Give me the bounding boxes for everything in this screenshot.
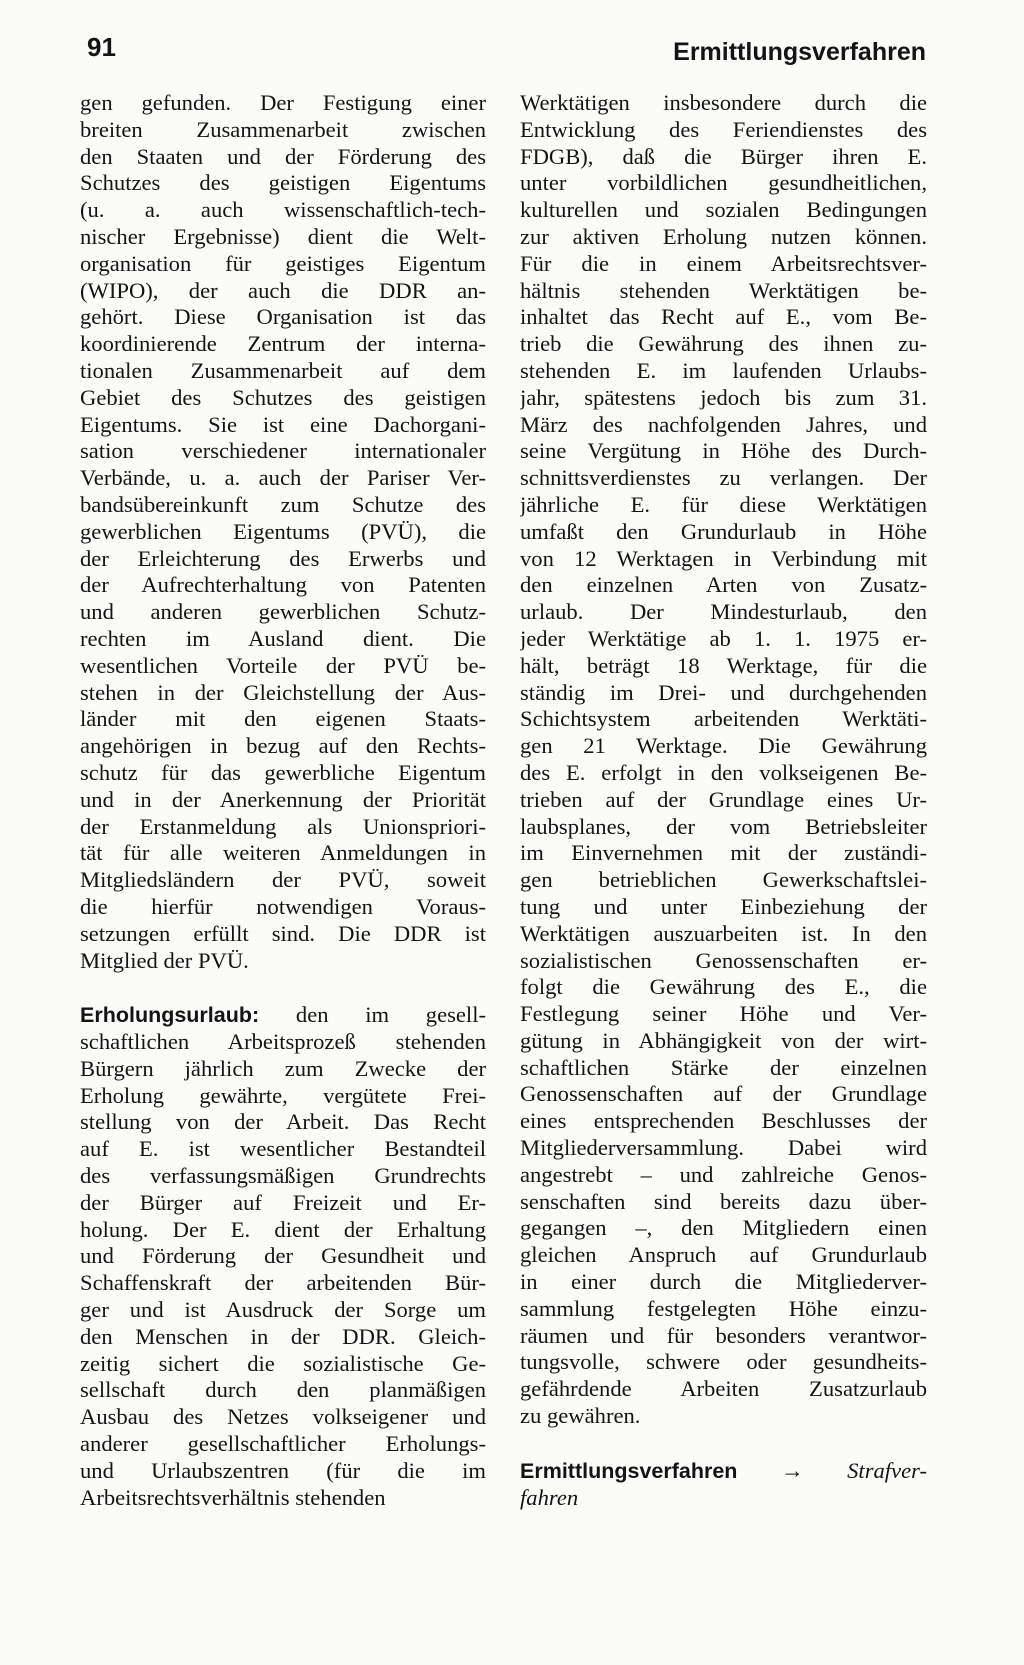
text-line: Gebiet des Schutzes des geistigen (80, 384, 486, 410)
text-line: Verbände, u. a. auch der Pariser Ver- (80, 465, 486, 491)
text-line: gen gefunden. Der Festigung einer (80, 90, 486, 115)
text-line: jahr, spätestens jedoch bis zum 31. (520, 384, 927, 410)
text-line: Schutzes des geistigen Eigentums (80, 170, 486, 196)
text-line: sation verschiedener internationaler (80, 438, 486, 464)
text-line: Für die in einem Arbeitsrechtsver- (520, 250, 927, 276)
text-line: von 12 Werktagen in Verbindung mit (520, 545, 927, 571)
entry-first-line (80, 1002, 486, 1029)
text-line: urlaub. Der Mindesturlaub, den (520, 599, 927, 625)
text-line: stellung von der Arbeit. Das Recht (80, 1109, 486, 1135)
entry-first-line (520, 1458, 927, 1485)
text-line: Arbeitsrechtsverhältnis stehenden (80, 1484, 386, 1510)
text-line: koordinierende Zentrum der interna- (80, 331, 486, 357)
text-line: angestrebt – und zahlreiche Genos- (520, 1161, 927, 1187)
text-line: Festlegung seiner Höhe und Ver- (520, 1001, 927, 1027)
cross-reference-link[interactable]: Strafver- (847, 1457, 927, 1483)
text-line: nischer Ergebnisse) dient die Welt- (80, 223, 486, 249)
text-line: trieb die Gewährung des ihnen zu- (520, 331, 927, 357)
text-line: in einer durch die Mitgliederver- (520, 1269, 927, 1295)
running-head: Ermittlungsverfahren (673, 38, 926, 66)
text-line: sellschaft durch den planmäßigen (80, 1377, 486, 1403)
text-line: organisation für geistiges Eigentum (80, 250, 486, 276)
text-line: zur aktiven Erholung nutzen können. (520, 223, 927, 249)
text-line: ständig im Drei- und durchgehenden (520, 679, 927, 705)
text-line: und in der Anerkennung der Priorität (80, 786, 486, 812)
text-line: umfaßt den Grundurlaub in Höhe (520, 518, 927, 544)
text-line: tionalen Zusammenarbeit auf dem (80, 357, 486, 383)
text-line: tungsvolle, schwere oder gesundheits- (520, 1349, 927, 1375)
text-line: Ausbau des Netzes volkseigener und (80, 1404, 486, 1430)
text-line: senschaften sind bereits dazu über- (520, 1188, 927, 1214)
text-line: den einzelnen Arten von Zusatz- (520, 572, 927, 598)
text-line: stehen in der Gleichstellung der Aus- (80, 679, 486, 705)
text-line: wesentlichen Vorteile der PVÜ be- (80, 652, 486, 678)
text-line: gegangen –, den Mitgliedern einen (520, 1215, 927, 1241)
text-line: den Staaten und der Förderung des (80, 143, 486, 169)
text-line: schaftlichen Arbeitsprozeß stehenden (80, 1029, 486, 1055)
text-line: und Urlaubszentren (für die im (80, 1457, 486, 1483)
entry-keyword: Erholungsurlaub: (80, 1003, 260, 1028)
text-line: gefährdende Arbeiten Zusatzurlaub (520, 1376, 927, 1402)
text-line: gütung in Abhängigkeit von der wirt- (520, 1027, 927, 1053)
text-line: hältnis stehenden Werktätigen be- (520, 277, 927, 303)
text-line: laubsplanes, der vom Betriebsleiter (520, 813, 927, 839)
text-line: setzungen erfüllt sind. Die DDR ist (80, 920, 486, 946)
text-line: Bürgern jährlich zum Zwecke der (80, 1055, 486, 1081)
right-column (520, 90, 927, 1511)
text-line: Eigentums. Sie ist eine Dachorgani- (80, 411, 486, 437)
text-line: des E. erfolgt in den volkseigenen Be- (520, 759, 927, 785)
text-line: jährliche E. für diese Werktätigen (520, 491, 927, 517)
text-line: und Förderung der Gesundheit und (80, 1243, 486, 1269)
text-line: Werktätigen insbesondere durch die (520, 90, 927, 115)
text-line: Mitgliederversammlung. Dabei wird (520, 1135, 927, 1161)
text-line: zeitig sichert die sozialistische Ge- (80, 1350, 486, 1376)
entry-keyword: Ermittlungsverfahren (520, 1458, 738, 1483)
text-line: schnittsverdienstes zu verlangen. Der (520, 465, 927, 491)
text-line: gleichen Anspruch auf Grundurlaub (520, 1242, 927, 1268)
text-line: sammlung festgelegten Höhe einzu- (520, 1295, 927, 1321)
text-line: eines entsprechenden Beschlusses der (520, 1108, 927, 1134)
page-number: 91 (87, 32, 116, 62)
text-line: Entwicklung des Feriendienstes des (520, 116, 927, 142)
text-line: der Aufrechterhaltung von Patenten (80, 572, 486, 598)
text-line: schaftlichen Stärke der einzelnen (520, 1054, 927, 1080)
text-line: und anderen gewerblichen Schutz- (80, 599, 486, 625)
text-line: stehenden E. im laufenden Urlaubs- (520, 357, 927, 383)
text-line: breiten Zusammenarbeit zwischen (80, 116, 486, 142)
text-line: holung. Der E. dient der Erhaltung (80, 1216, 486, 1242)
text-line: anderer gesellschaftlicher Erholungs- (80, 1431, 486, 1457)
continued-entry-text (80, 90, 486, 974)
text-line: tät für alle weiteren Anmeldungen in (80, 840, 486, 866)
text-line: Erholung gewährte, vergütete Frei- (80, 1082, 486, 1108)
left-column (80, 90, 486, 1511)
text-line: gehört. Diese Organisation ist das (80, 304, 486, 330)
text-line: Mitglied der PVÜ. (80, 947, 249, 973)
text-line: Schaffenskraft der arbeitenden Bür- (80, 1270, 486, 1296)
text-line: der Bürger auf Freizeit und Er- (80, 1189, 486, 1215)
entry-erholungsurlaub (80, 1002, 486, 1511)
text-line: trieben auf der Grundlage eines Ur- (520, 786, 927, 812)
text-line: gewerblichen Eigentums (PVÜ), die (80, 518, 486, 544)
text-line: sozialistischen Genossenschaften er- (520, 947, 927, 973)
text-line: schutz für das gewerbliche Eigentum (80, 759, 486, 785)
text-line: (WIPO), der auch die DDR an- (80, 277, 486, 303)
text-line: auf E. ist wesentlicher Bestandteil (80, 1136, 486, 1162)
text-line: unter vorbildlichen gesundheitlichen, (520, 170, 927, 196)
text-line: jeder Werktätige ab 1. 1. 1975 er- (520, 625, 927, 651)
text-line: räumen und für besonders verantwor- (520, 1322, 927, 1348)
text-line: FDGB), daß die Bürger ihren E. (520, 143, 927, 169)
entry-first-line-text: den im gesell- (295, 1002, 486, 1028)
text-line: kulturellen und sozialen Bedingungen (520, 197, 927, 223)
text-line: der Erleichterung des Erwerbs und (80, 545, 486, 571)
cross-reference-link-cont[interactable]: fahren (520, 1484, 579, 1510)
text-line: angehörigen in bezug auf den Rechts- (80, 733, 486, 759)
continued-entry-text (520, 90, 927, 1430)
text-line: Werktätigen auszuarbeiten ist. In den (520, 920, 927, 946)
text-line: gen 21 Werktage. Die Gewährung (520, 733, 927, 759)
text-line: (u. a. auch wissenschaftlich-tech- (80, 197, 486, 223)
text-line: seine Vergütung in Höhe des Durch- (520, 438, 927, 464)
text-line: gen betrieblichen Gewerkschaftslei- (520, 867, 927, 893)
text-line: März des nachfolgenden Jahres, und (520, 411, 927, 437)
text-line: tung und unter Einbeziehung der (520, 893, 927, 919)
text-line: rechten im Ausland dient. Die (80, 625, 486, 651)
text-line: den Menschen in der DDR. Gleich- (80, 1323, 486, 1349)
text-line: länder mit den eigenen Staats- (80, 706, 486, 732)
text-line: der Erstanmeldung als Unionspriori- (80, 813, 486, 839)
text-line: ger und ist Ausdruck der Sorge um (80, 1297, 486, 1323)
text-line: Schichtsystem arbeitenden Werktäti- (520, 706, 927, 732)
text-line: bandsübereinkunft zum Schutze des (80, 491, 486, 517)
text-line: des verfassungsmäßigen Grundrechts (80, 1163, 486, 1189)
text-line: hält, beträgt 18 Werktage, für die (520, 652, 927, 678)
text-line: inhaltet das Recht auf E., vom Be- (520, 304, 927, 330)
text-line: Genossenschaften auf der Grundlage (520, 1081, 927, 1107)
text-line: die hierfür notwendigen Voraus- (80, 893, 486, 919)
text-line: zu gewähren. (520, 1403, 641, 1429)
text-line: folgt die Gewährung des E., die (520, 974, 927, 1000)
text-line: im Einvernehmen mit der zuständi- (520, 840, 927, 866)
text-line: Mitgliedsländern der PVÜ, soweit (80, 867, 486, 893)
entry-ermittlungsverfahren (520, 1458, 927, 1512)
cross-reference-arrow: → (780, 1457, 804, 1483)
